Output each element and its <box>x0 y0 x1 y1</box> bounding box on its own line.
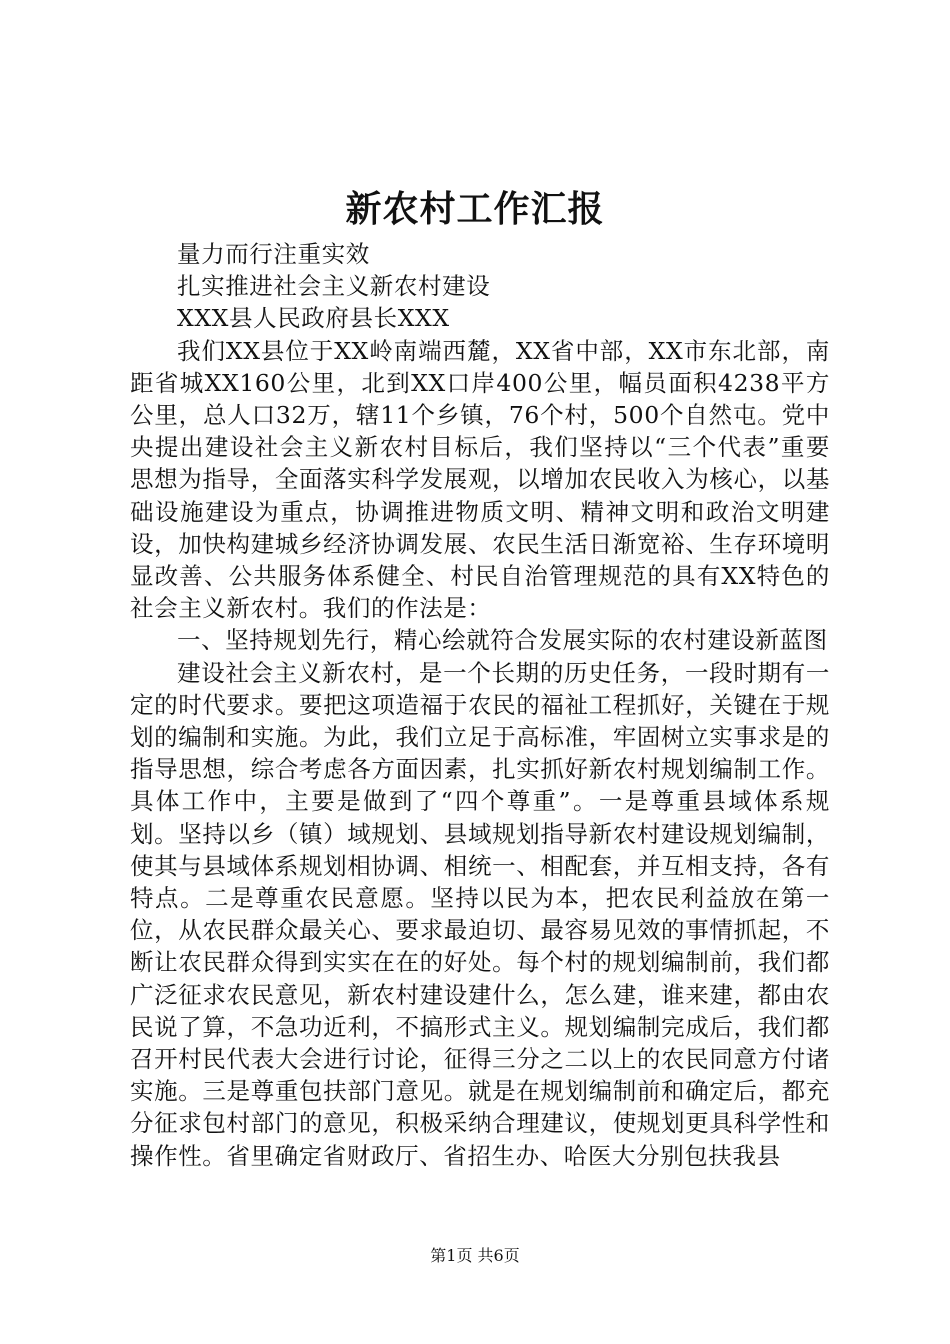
paragraph-subtitle-2: 扎实推进社会主义新农村建设 <box>177 272 491 301</box>
page-footer: 第1页 共6页 <box>430 1246 520 1265</box>
paragraph-section-body-1: 建设社会主义新农村，是一个长期的历史任务，一段时期有一定的时代要求。要把这项造福于农民的福祉工程抓好，关键在于规划的编制和实施。为此，我们立足于高标准，牢固树立实事求是的指导思想，综合考虑各方面因素，扎实抓好新农村规划编制工作。具体工作中，主要是做到了“四个尊重”。一是尊重县域体系规划。坚持以乡（镇）域规划、县域规划指导新农村建设规划编制，使其与县域体系规划相协调、相统一、相配套，并互相支持，各有特点。二是尊重农民意愿。坚持以民为本，把农民利益放在第一位，从农民群众最关心、要求最迫切、最容易见效的事情抓起，不断让农民群众得到实实在在的好处。每个村的规划编制前，我们都广泛征求农民意见，新农村建设建什么，怎么建，谁来建，都由农民说了算，不急功近利，不搞形式主义。规划编制完成后，我们都召开村民代表大会进行讨论，征得三分之二以上的农民同意方付诸实施。三是尊重包扶部门意见。就是在规划编制前和确定后，都充分征求包村部门的意见，积极采纳合理建议，使规划更具科学性和操作性。省里确定省财政厅、省招生办、哈医大分别包扶我县 <box>130 658 830 1170</box>
document-body <box>130 238 830 1172</box>
paragraph-intro: 我们XX县位于XX岭南端西麓，XX省中部，XX市东北部，南距省城XX160公里，北到XX口岸400公里，幅员面积4238平方公里，总人口32万，辖11个乡镇，76个村，500个自然屯。党中央提出建设社会主义新农村目标后，我们坚持以“三个代表”重要思想为指导，全面落实科学发展观，以增加农民收入为核心，以基础设施建设为重点，协调推进物质文明、精神文明和政治文明建设，加快构建城乡经济协调发展、农民生活日渐宽裕、生存环境明显改善、公共服务体系健全、村民自治管理规范的具有XX特色的社会主义新农村。我们的作法是： <box>130 336 830 623</box>
paragraph-section-heading-1: 一、坚持规划先行，精心绘就符合发展实际的农村建设新蓝图 <box>177 626 828 655</box>
paragraph-subtitle-1: 量力而行注重实效 <box>177 240 370 268</box>
document-title: 新农村工作汇报 <box>345 188 605 230</box>
paragraph-author: XXX县人民政府县长XXX <box>177 304 450 333</box>
